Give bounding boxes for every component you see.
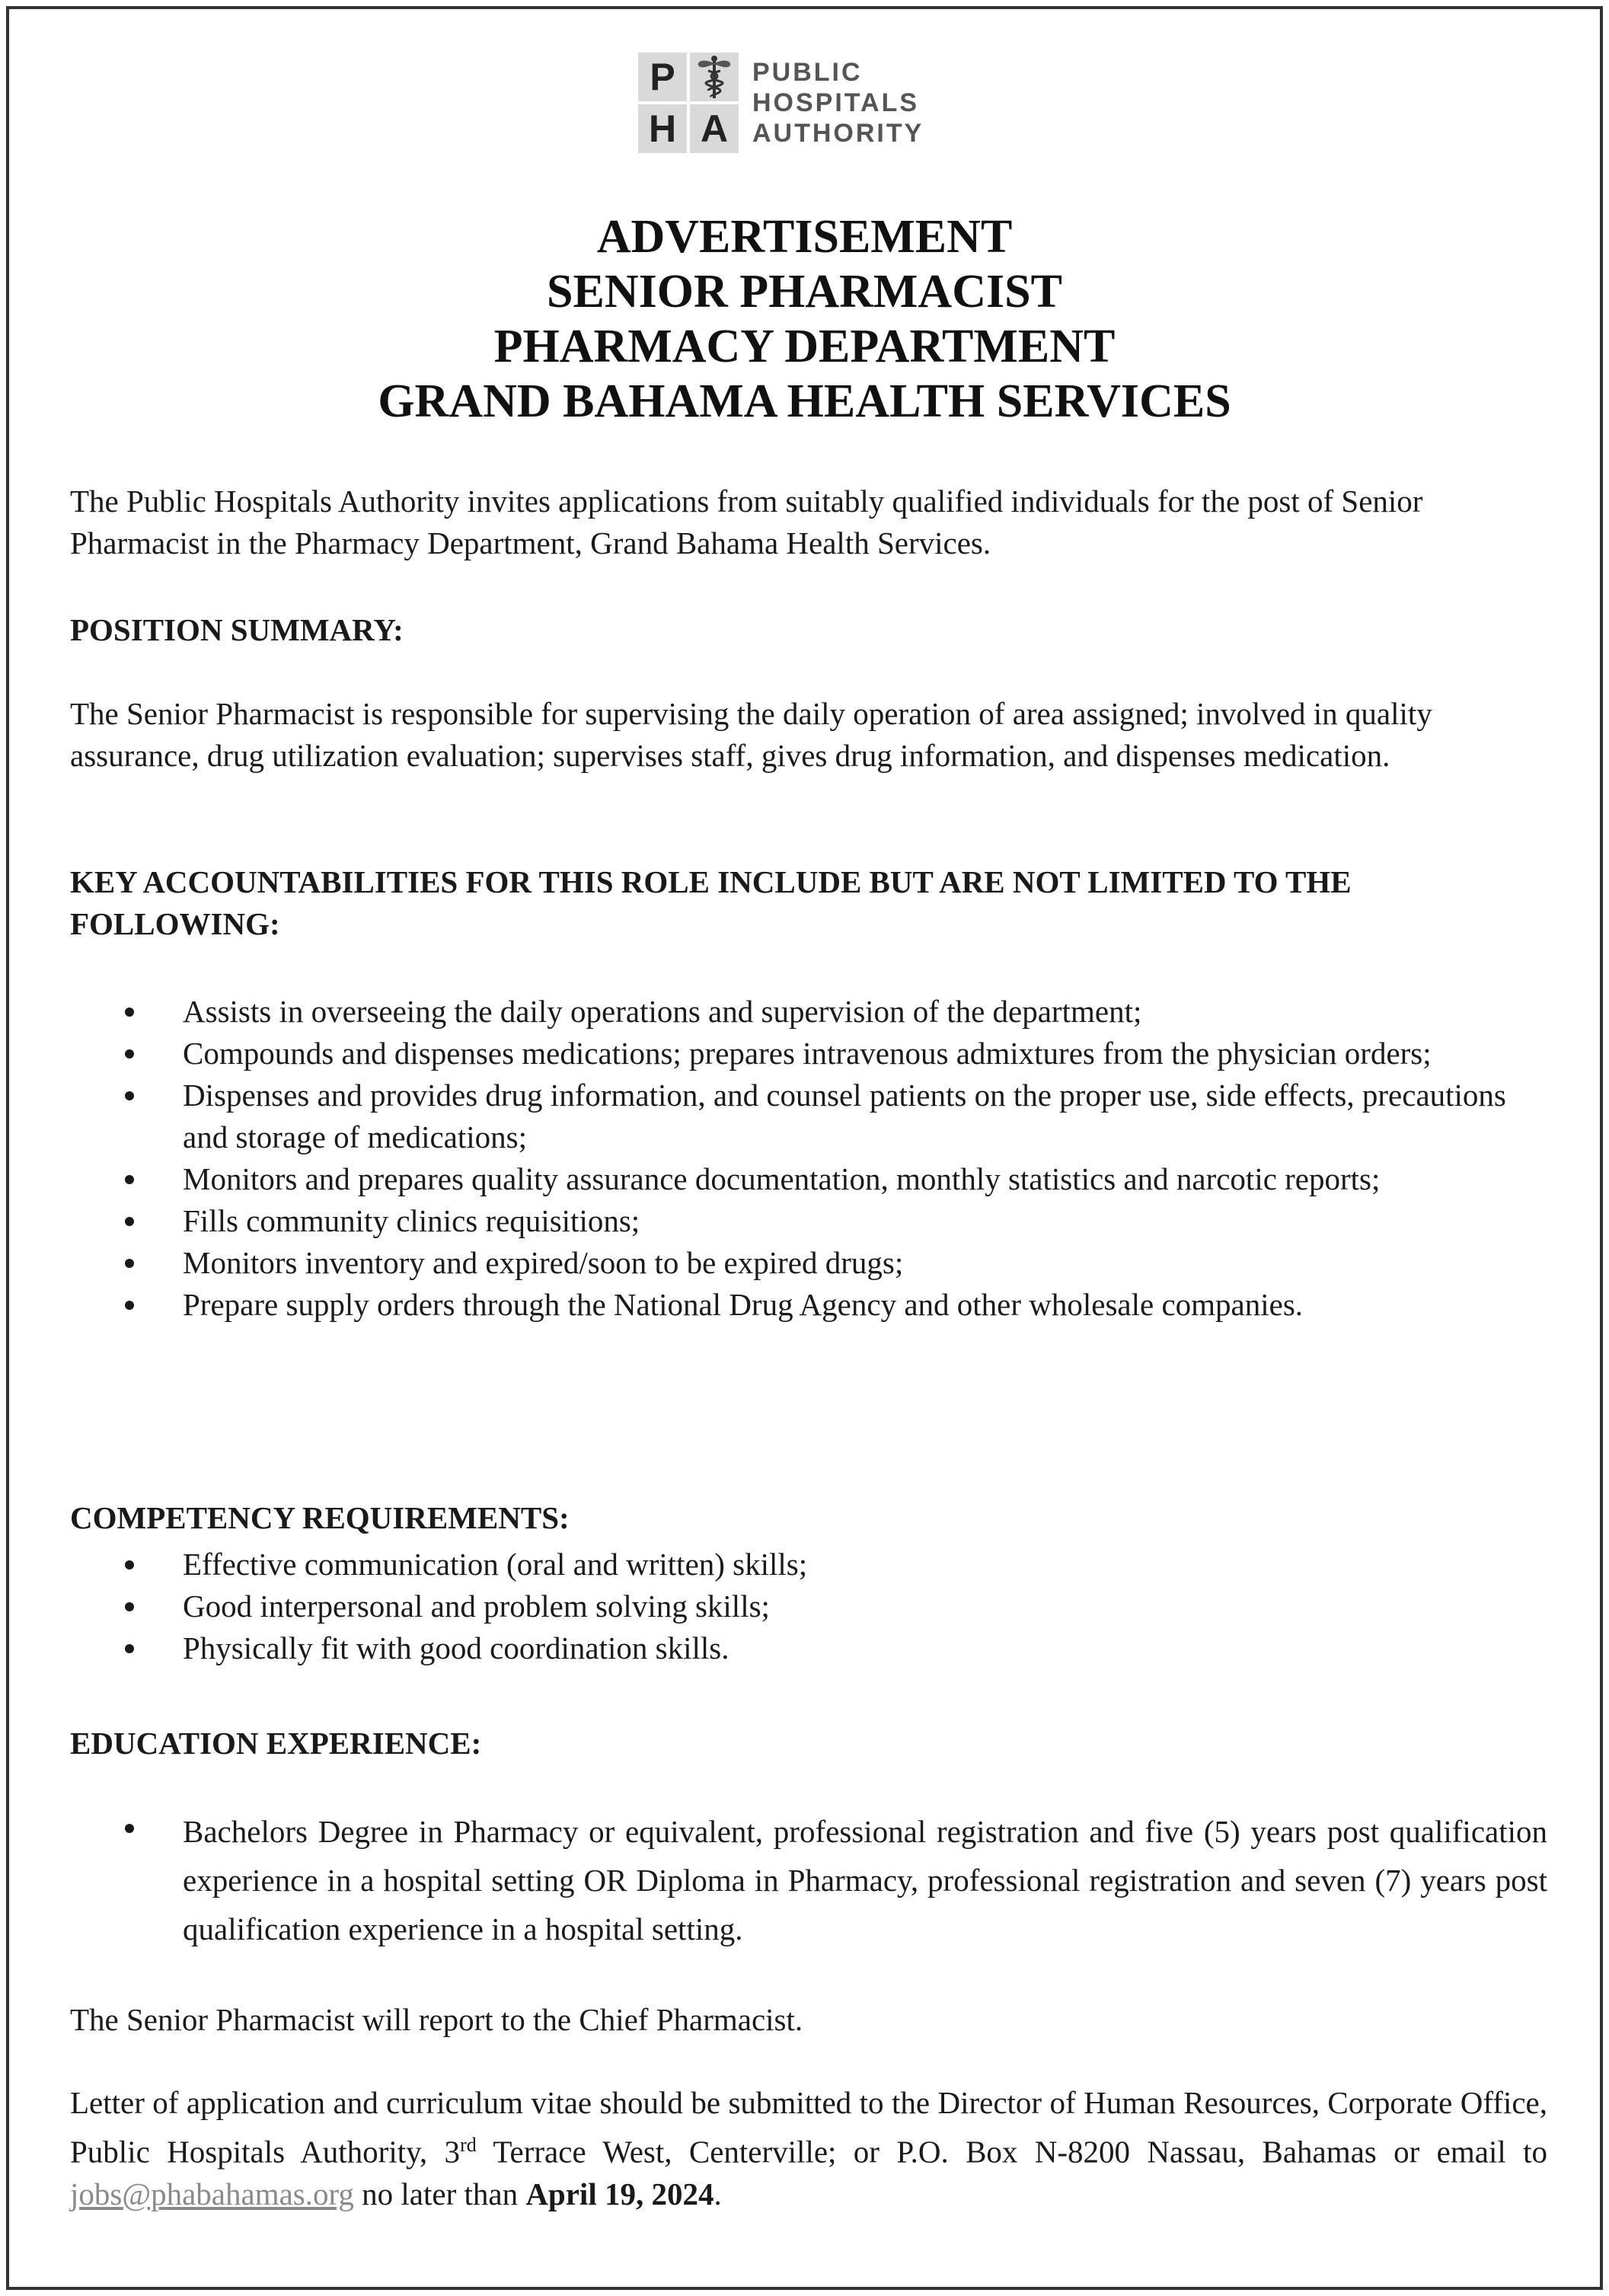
list-item: Compounds and dispenses medications; prepares intravenous admixtures from the physician orders; <box>70 1033 1547 1075</box>
title-advertisement: ADVERTISEMENT <box>596 211 1013 263</box>
competency-heading: COMPETENCY REQUIREMENTS: <box>70 1500 570 1535</box>
email-link[interactable]: jobs@phabahamas.org <box>70 2176 354 2211</box>
list-item: Effective communication (oral and written) skills; <box>70 1544 1547 1585</box>
list-item: Assists in overseeing the daily operations and supervision of the department; <box>70 991 1547 1033</box>
application-text-3: no later than <box>353 2176 526 2211</box>
list-item: Bachelors Degree in Pharmacy or equivalent, professional registration and five (5) years post qualification experience in a hospital setting OR Diploma in Pharmacy, professional registration and seven (7) years post qualification experience in a hospital setting. <box>70 1807 1547 1953</box>
education-list <box>70 1807 1547 1953</box>
logo-word-authority: AUTHORITY <box>752 119 924 148</box>
list-item: Monitors and prepares quality assurance documentation, monthly statistics and narcotic reports; <box>70 1158 1547 1200</box>
ordinal-suffix: rd <box>460 2134 477 2156</box>
education-heading: EDUCATION EXPERIENCE: <box>70 1726 482 1761</box>
logo-letter-a: A <box>690 104 739 153</box>
deadline-date: April 19, 2024 <box>525 2176 714 2211</box>
title-position: SENIOR PHARMACIST <box>547 266 1062 318</box>
list-item: Prepare supply orders through the National Drug Agency and other wholesale companies. <box>70 1284 1547 1326</box>
application-text-2: Terrace West, Centerville; or P.O. Box N-8200 Nassau, Bahamas or email to <box>476 2134 1547 2170</box>
logo-wordmark <box>752 57 924 148</box>
application-paragraph <box>70 2082 1547 2215</box>
position-summary-heading: POSITION SUMMARY: <box>70 612 404 647</box>
logo-word-public: PUBLIC <box>752 58 863 87</box>
caduceus-icon <box>690 53 739 101</box>
intro-paragraph: The Public Hospitals Authority invites applications from suitably qualified individuals for the post of Senior Pharmacist in the Pharmacy Department, Grand Bahama Health Services. <box>70 484 1423 560</box>
advertisement-titles <box>0 209 1609 429</box>
list-item: Monitors inventory and expired/soon to be expired drugs; <box>70 1242 1547 1284</box>
pha-logo <box>638 53 924 152</box>
list-item: Fills community clinics requisitions; <box>70 1200 1547 1242</box>
title-location: GRAND BAHAMA HEALTH SERVICES <box>378 375 1231 427</box>
competency-list <box>70 1544 1547 1669</box>
logo-letter-grid <box>638 53 739 153</box>
key-accountabilities-list <box>70 991 1547 1326</box>
key-accountabilities-heading: KEY ACCOUNTABILITIES FOR THIS ROLE INCLUDE BUT ARE NOT LIMITED TO THE FOLLOWING: <box>70 864 1352 941</box>
list-item: Physically fit with good coordination skills. <box>70 1627 1547 1669</box>
logo-letter-h: H <box>638 104 687 153</box>
list-item: Dispenses and provides drug information, and counsel patients on the proper use, side effects, precautions and storage of medications; <box>70 1075 1547 1158</box>
logo-letter-p: P <box>638 53 687 101</box>
application-text-1: Letter of application and curriculum vitae should be submitted to the Director of Human Resources, Corporate Office, Public Hospitals Authority, 3 <box>70 2085 1547 2170</box>
logo-word-hospitals: HOSPITALS <box>752 88 920 117</box>
application-end: . <box>714 2176 722 2211</box>
list-item: Good interpersonal and problem solving skills; <box>70 1585 1547 1627</box>
reporting-line: The Senior Pharmacist will report to the Chief Pharmacist. <box>70 2002 803 2037</box>
title-department: PHARMACY DEPARTMENT <box>493 321 1116 372</box>
position-summary-text: The Senior Pharmacist is responsible for supervising the daily operation of area assigned; involved in quality assurance, drug utilization evaluation; supervises staff, gives drug information, and dispenses medication. <box>70 696 1432 773</box>
